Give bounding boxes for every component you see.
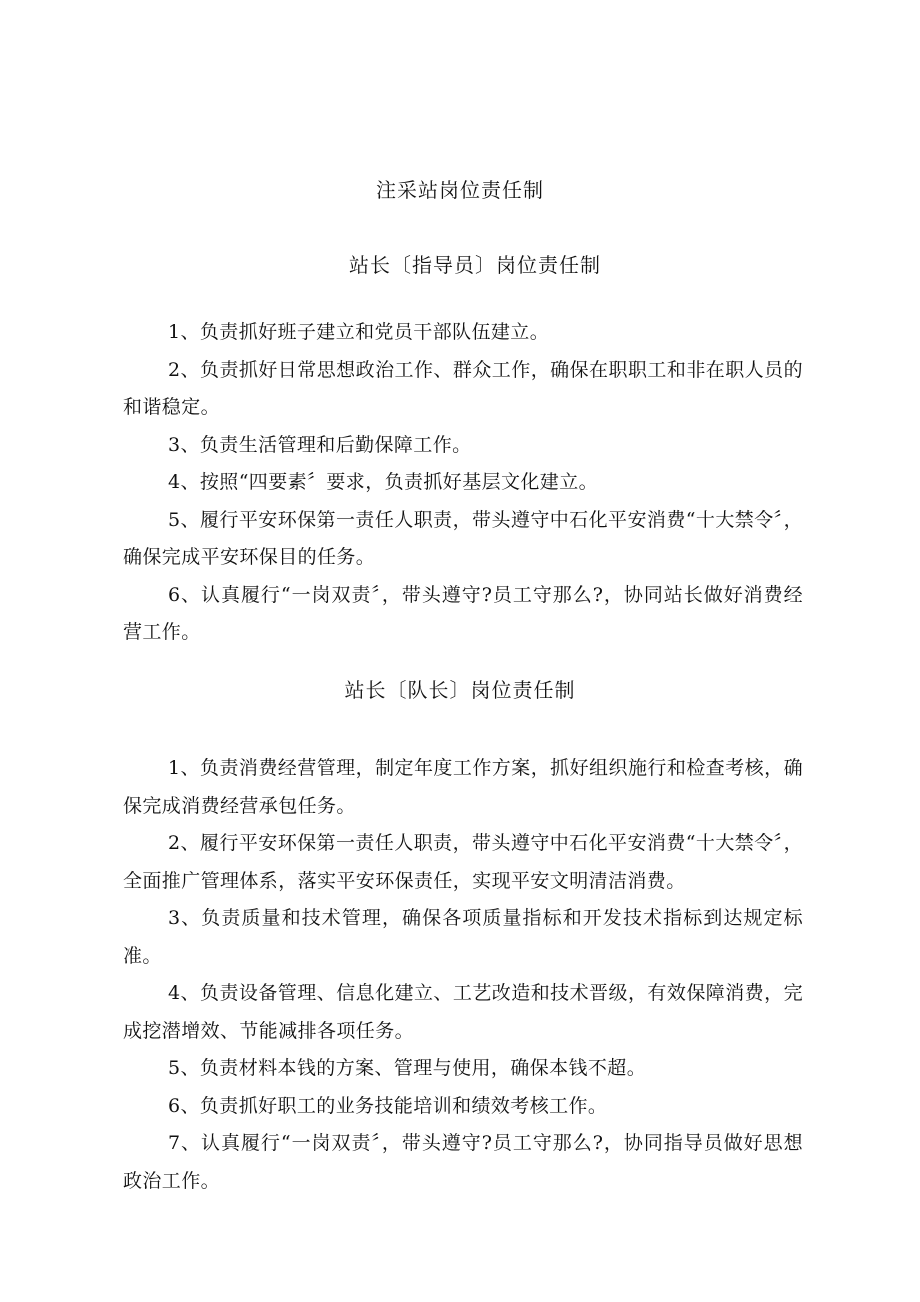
duty-item: 6、负责抓好职工的业务技能培训和绩效考核工作。: [168, 1094, 608, 1117]
section-body-captain: [123, 750, 803, 1200]
duty-item: 4、按照“四要素〞要求，负责抓好基层文化建立。: [168, 471, 599, 493]
duty-item: 2、履行平安环保第一责任人职责，带头遵守中石化平安消费“十大禁令〞，全面推广管理体系，落实平安环保责任，实现平安文明清洁消费。: [123, 832, 803, 892]
duty-item: 2、负责抓好日常思想政治工作、群众工作，确保在职职工和非在职人员的和谐稳定。: [123, 358, 803, 418]
duty-item: 3、负责质量和技术管理，确保各项质量指标和开发技术指标到达规定标准。: [123, 907, 803, 967]
duty-item: 6、认真履行“一岗双责〞，带头遵守?员工守那么?，协同站长做好消费经营工作。: [123, 583, 803, 643]
section-heading-instructor: 站长〔指导员〕岗位责任制: [349, 253, 601, 277]
duty-item: 5、负责材料本钱的方案、管理与使用，确保本钱不超。: [168, 1057, 647, 1079]
section-body-instructor: [123, 314, 803, 652]
section-heading-captain: 站长〔队长〕岗位责任制: [344, 678, 576, 702]
duty-item: 4、负责设备管理、信息化建立、工艺改造和技术晋级，有效保障消费，完成挖潜增效、节能减排各项任务。: [123, 982, 803, 1042]
document-title: 注采站岗位责任制: [376, 178, 544, 202]
duty-item: 7、认真履行“一岗双责〞，带头遵守?员工守那么?，协同指导员做好思想政治工作。: [123, 1132, 803, 1192]
duty-item: 3、负责生活管理和后勤保障工作。: [168, 433, 472, 456]
duty-item: 5、履行平安环保第一责任人职责，带头遵守中石化平安消费“十大禁令〞，确保完成平安环保目的任务。: [123, 508, 803, 568]
duty-item: 1、负责消费经营管理，制定年度工作方案，抓好组织施行和检查考核，确保完成消费经营承包任务。: [123, 757, 803, 817]
duty-item: 1、负责抓好班子建立和党员干部队伍建立。: [168, 321, 550, 343]
